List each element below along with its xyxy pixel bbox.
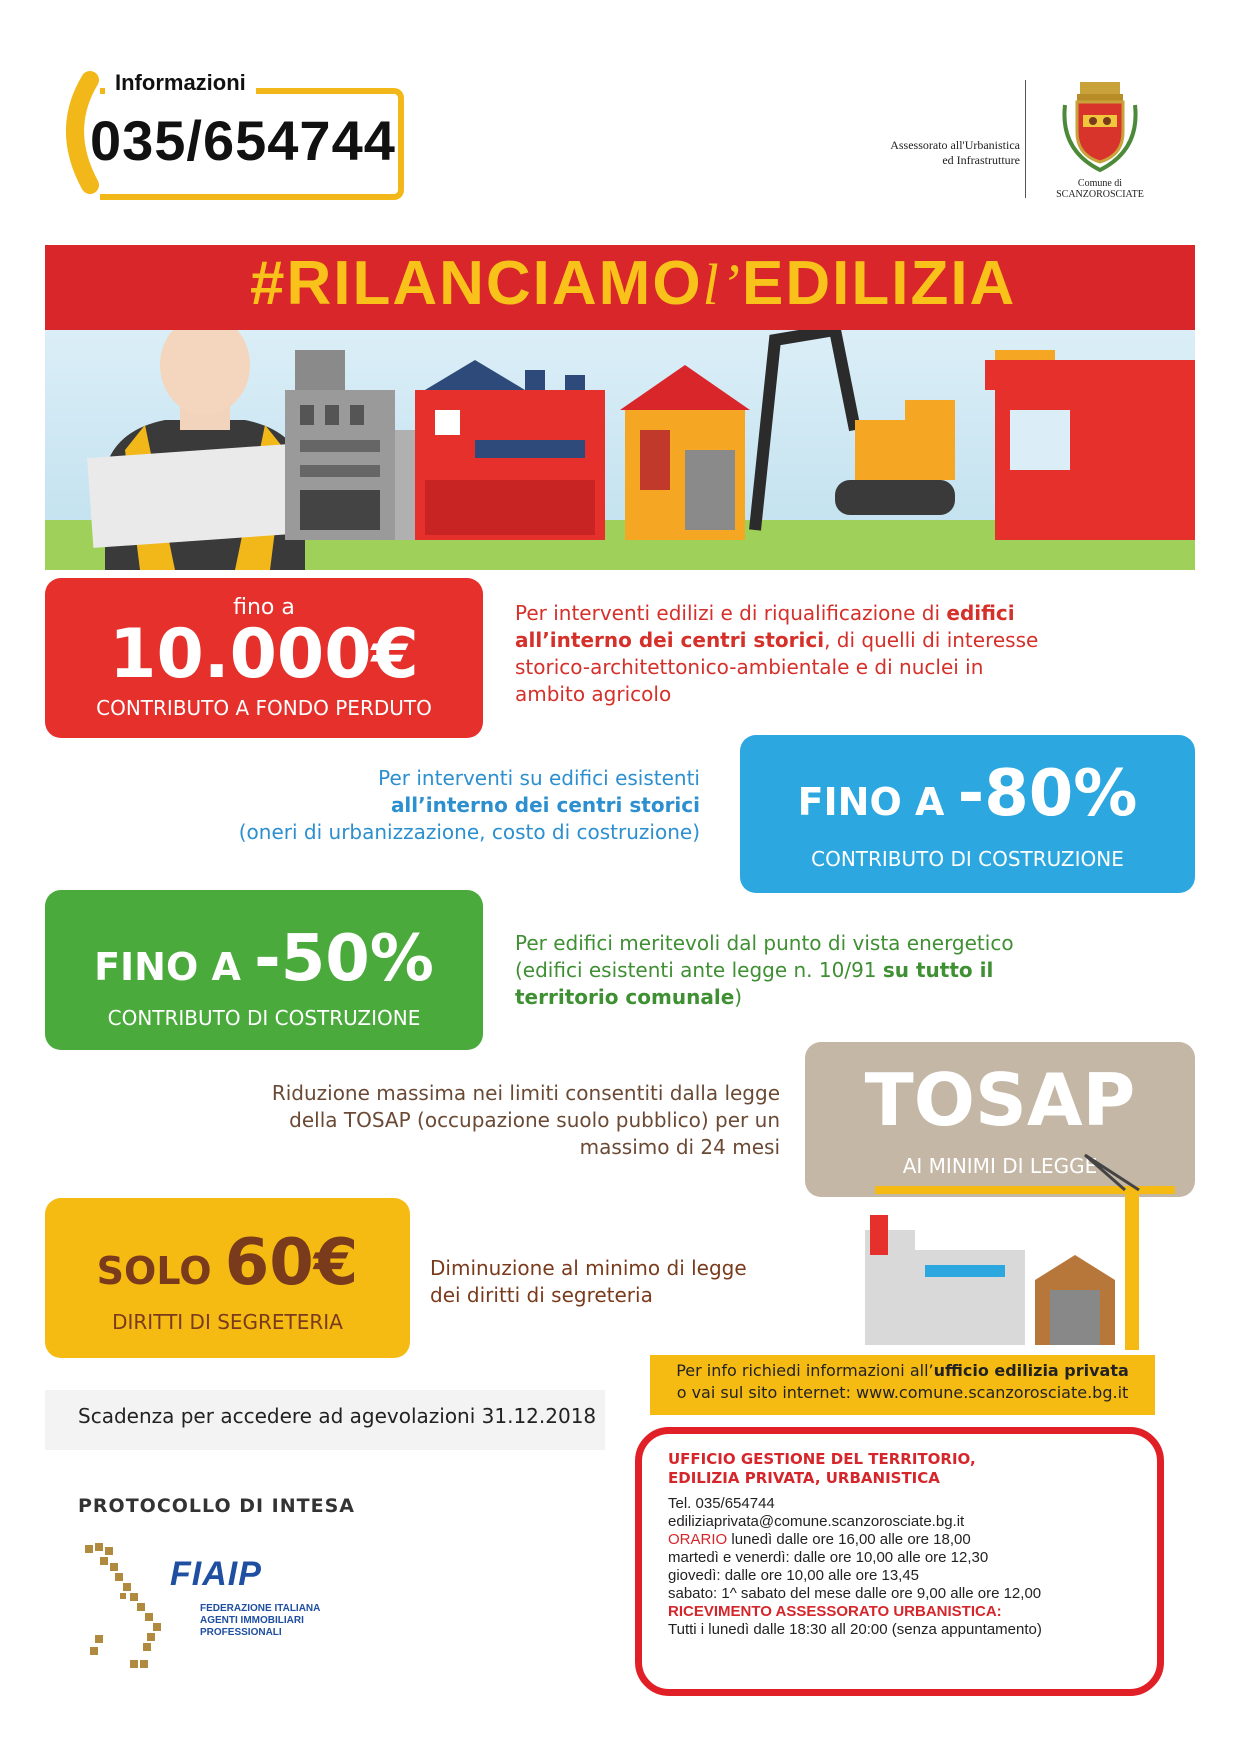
fiaip-caption-line: PROFESSIONALI xyxy=(200,1627,282,1638)
office-email[interactable]: ediliziaprivata@comune.scanzorosciate.bg.it xyxy=(668,1513,965,1530)
banner-apostrophe: l’ xyxy=(702,252,742,317)
factory-icon xyxy=(415,360,605,540)
fiaip-caption xyxy=(200,1603,320,1639)
ricevimento-detail: Tutti i lunedì dalle 18:30 all 20:00 (senza appuntamento) xyxy=(668,1621,1042,1638)
promo-amount: TOSAP xyxy=(864,1058,1136,1142)
desc-text: dei diritti di segreteria xyxy=(430,1283,653,1307)
desc-highlight: su tutto il territorio comunale xyxy=(515,958,994,1009)
info-strip-website[interactable]: o vai sul sito internet: www.comune.scanzorosciate.bg.it xyxy=(676,1383,1129,1402)
promo-amount: 10.000€ xyxy=(109,615,419,694)
promo-desc-yellow xyxy=(430,1255,810,1309)
orario-line: martedì e venerdì: dalle ore 10,00 alle ore 12,30 xyxy=(668,1549,989,1566)
banner-hashtag: #RILANCIAMO xyxy=(250,249,703,318)
info-strip xyxy=(650,1355,1155,1415)
promo-desc-green xyxy=(515,930,1055,1011)
desc-text: Per edifici meritevoli dal punto di vista energetico (edifici esistenti ante legge n. 10/91 xyxy=(515,931,1014,982)
desc-text: Diminuzione al minimo di legge xyxy=(430,1256,747,1280)
promo-prefix: FINO A xyxy=(94,945,255,989)
desc-text: massimo di 24 mesi xyxy=(579,1135,780,1159)
banner-title xyxy=(250,248,1016,319)
desc-text: (oneri di urbanizzazione, costo di costruzione) xyxy=(238,820,700,844)
comune-line: Comune di xyxy=(1077,178,1123,189)
office-title-line: UFFICIO GESTIONE DEL TERRITORIO, xyxy=(668,1450,976,1468)
fiaip-caption-line: FEDERAZIONE ITALIANA xyxy=(200,1603,321,1614)
desc-text: della TOSAP (occupazione suolo pubblico) per un xyxy=(289,1108,780,1132)
orario-label: ORARIO xyxy=(668,1531,728,1548)
info-label: Informazioni xyxy=(105,70,256,96)
crane-illustration xyxy=(855,1150,1185,1350)
info-strip-highlight: ufficio edilizia privata xyxy=(933,1361,1129,1380)
desc-text: Per interventi edilizi e di riqualificazione di xyxy=(515,601,947,625)
promo-sub: CONTRIBUTO DI COSTRUZIONE xyxy=(811,847,1124,871)
info-strip-text: Per info richiedi informazioni all’ xyxy=(676,1361,934,1380)
shop-icon xyxy=(985,350,1195,540)
promo-headline xyxy=(45,922,483,996)
promo-sub: CONTRIBUTO DI COSTRUZIONE xyxy=(107,1006,421,1030)
comune-name: SCANZOROSCIATE xyxy=(1056,189,1144,200)
orario-line: sabato: 1^ sabato del mese dalle ore 9,00 alle ore 12,00 xyxy=(668,1585,1042,1602)
desc-text: ) xyxy=(734,985,743,1009)
municipal-crest-icon xyxy=(1055,70,1145,180)
desc-highlight: all’interno dei centri storici xyxy=(390,793,700,817)
promo-amount: -50% xyxy=(254,922,434,996)
promo-card-red xyxy=(45,578,483,738)
office-phone[interactable]: Tel. 035/654744 xyxy=(668,1495,775,1512)
desc-text: Riduzione massima nei limiti consentiti dalla legge xyxy=(271,1081,780,1105)
office-title xyxy=(668,1450,976,1488)
banner-word: EDILIZIA xyxy=(742,249,1017,318)
promo-pre: fino a xyxy=(233,595,295,620)
promo-headline xyxy=(45,1226,410,1300)
promo-headline xyxy=(740,757,1195,831)
italy-map-icon xyxy=(75,1535,175,1675)
department-line: ed Infrastrutture xyxy=(942,153,1020,167)
desc-highlight: edifici all’interno dei centri storici xyxy=(515,601,1015,652)
promo-amount: 60€ xyxy=(224,1226,359,1300)
header-divider xyxy=(1025,80,1026,198)
fiaip-caption-line: AGENTI IMMOBILIARI xyxy=(200,1615,304,1626)
promo-desc-red xyxy=(515,600,1055,708)
promo-desc-blue xyxy=(180,765,700,846)
desc-text: , di quelli di interesse storico-architettonico-ambientale e di nuclei in ambito agricolo xyxy=(515,628,1039,706)
promo-prefix: SOLO xyxy=(96,1249,225,1293)
promo-card-green xyxy=(45,890,483,1050)
ricevimento-heading: RICEVIMENTO ASSESSORATO URBANISTICA: xyxy=(668,1603,1002,1620)
office-details xyxy=(668,1495,1042,1639)
promo-sub: DIRITTI DI SEGRETERIA xyxy=(112,1310,343,1334)
orario-line: giovedì: dalle ore 10,00 alle ore 13,45 xyxy=(668,1567,920,1584)
orario-line: lunedì dalle ore 16,00 alle ore 18,00 xyxy=(727,1531,971,1548)
department-line: Assessorato all'Urbanistica xyxy=(890,138,1020,152)
promo-card-blue xyxy=(740,735,1195,893)
fiaip-logo xyxy=(75,1535,375,1675)
promo-card-yellow xyxy=(45,1198,410,1358)
department-label xyxy=(820,138,1020,168)
construction-illustration xyxy=(45,330,1195,570)
promo-desc-tosap xyxy=(180,1080,780,1161)
fiaip-wordmark: FIAIP xyxy=(170,1555,262,1593)
promo-sub: AI MINIMI DI LEGGE xyxy=(902,1154,1098,1178)
deadline-text: Scadenza per accedere ad agevolazioni 31.12.2018 xyxy=(78,1404,597,1428)
comune-caption xyxy=(1030,178,1170,200)
promo-amount: -80% xyxy=(957,757,1138,831)
office-title-line: EDILIZIA PRIVATA, URBANISTICA xyxy=(668,1469,940,1487)
protocol-heading: PROTOCOLLO DI INTESA xyxy=(78,1495,355,1517)
promo-sub: CONTRIBUTO A FONDO PERDUTO xyxy=(96,696,432,720)
info-phone-number: 035/654744 xyxy=(90,109,396,172)
desc-text: Per interventi su edifici esistenti xyxy=(378,766,700,790)
info-phone-box xyxy=(60,70,405,195)
promo-prefix: FINO A xyxy=(797,780,958,824)
